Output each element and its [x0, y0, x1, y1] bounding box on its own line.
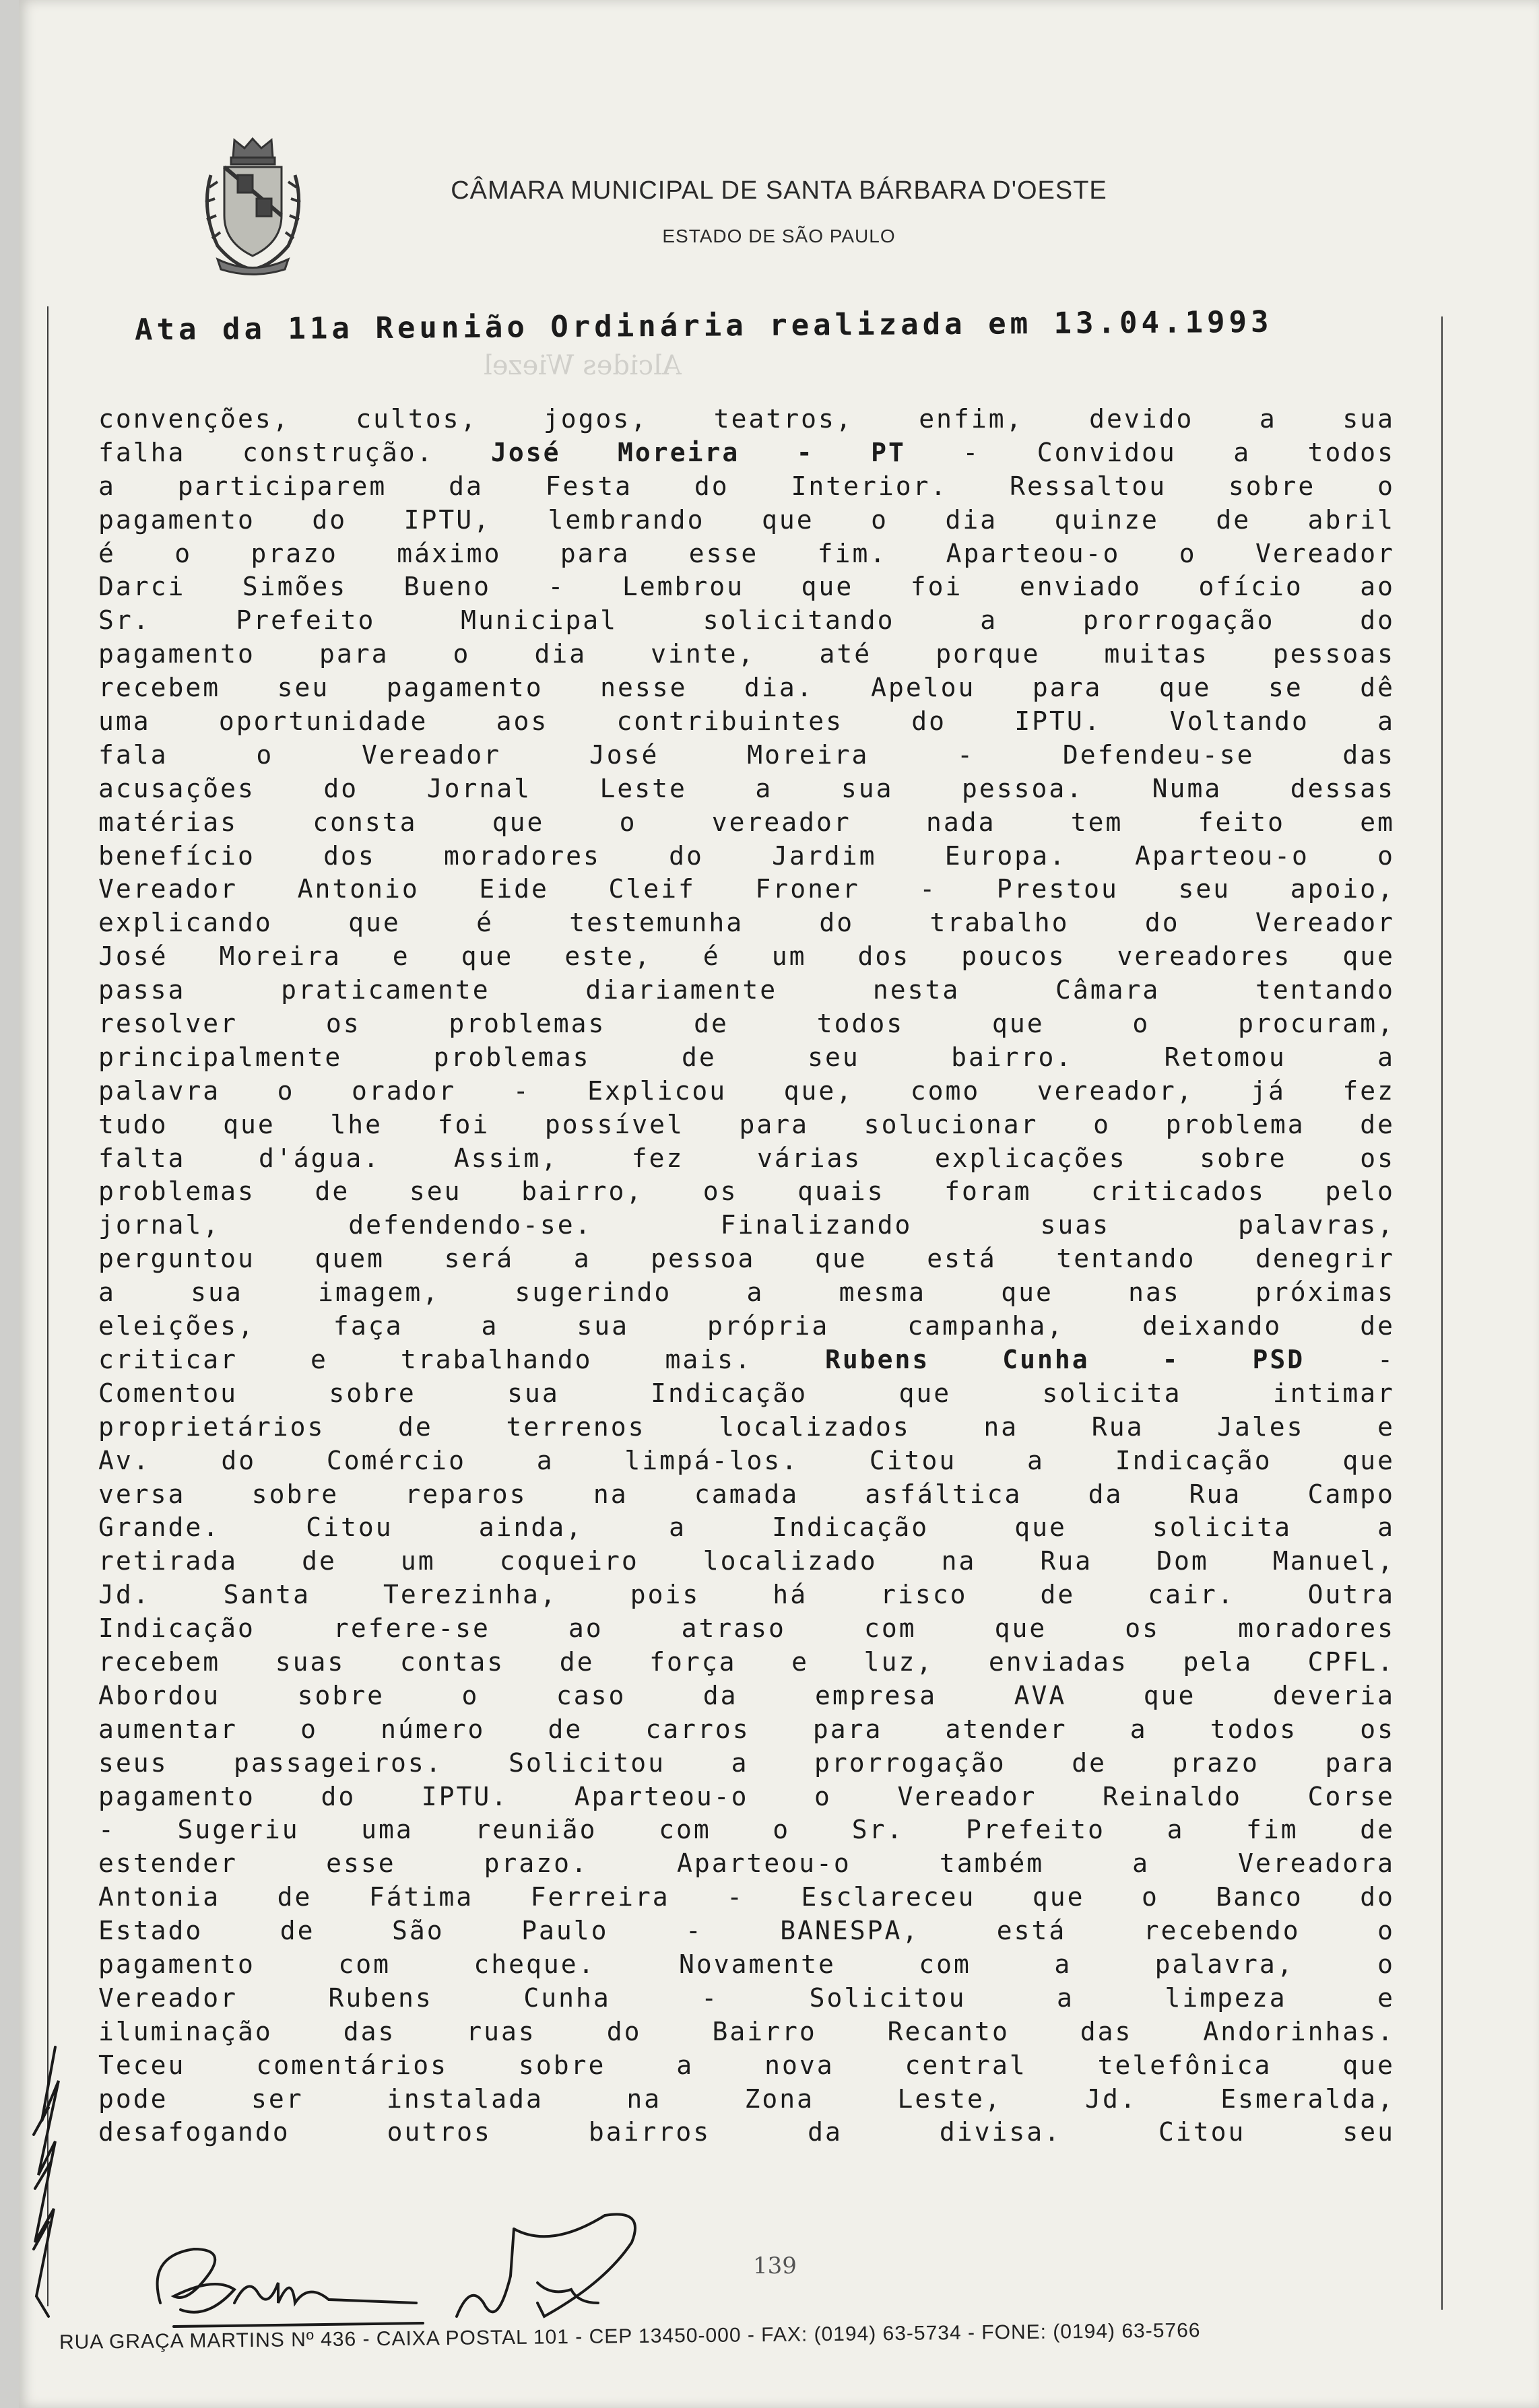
signatures-image: [133, 2202, 672, 2337]
state-name: ESTADO DE SÃO PAULO: [662, 226, 896, 246]
body-text-segment: iluminação das ruas do Bairro Recanto das Andorinhas.: [98, 2016, 1395, 2046]
body-text-segment: proprietários de terrenos localizados na Rua Jales e: [98, 1411, 1395, 1442]
body-line: [98, 1041, 1395, 1075]
body-text-segment: benefício dos moradores do Jardim Europa. Aparteou-o o: [98, 840, 1395, 871]
document-page: [19, 0, 1539, 2408]
body-text-segment: Av. do Comércio a limpá-los. Citou a Indicação que: [98, 1445, 1395, 1475]
body-line: [98, 1511, 1395, 1545]
body-line: [98, 1276, 1395, 1310]
body-line: [98, 2049, 1395, 2083]
body-text-segment: -: [1305, 1344, 1395, 1374]
body-line: [98, 2015, 1395, 2049]
body-line: [98, 671, 1395, 705]
body-text-segment: Abordou sobre o caso da empresa AVA que deveria: [98, 1680, 1395, 1710]
body-text-segment: fala o Vereador José Moreira - Defendeu-se das: [98, 739, 1395, 770]
body-text-segment: estender esse prazo. Aparteou-o também a Vereadora: [98, 1848, 1395, 1879]
body-line: [98, 1713, 1395, 1747]
body-text-segment: Grande. Citou ainda, a Indicação que solicita a: [98, 1512, 1395, 1543]
body-text-segment: jornal, defendendo-se. Finalizando suas palavras,: [98, 1210, 1395, 1240]
body-text-segment: Indicação refere-se ao atraso com que os moradores: [98, 1613, 1395, 1644]
body-text-segment: a sua imagem, sugerindo a mesma que nas próximas: [98, 1277, 1395, 1308]
body-line: [98, 806, 1395, 840]
body-line: [98, 1377, 1395, 1411]
body-line: [98, 873, 1395, 906]
body-text-segment: Darci Simões Bueno - Lembrou que foi enviado ofício ao: [98, 572, 1395, 602]
body-line: [98, 470, 1395, 504]
body-text-segment: é o prazo máximo para esse fim. Aparteou-o o Vereador: [98, 538, 1395, 568]
body-text-segment: eleições, faça a sua própria campanha, deixando de: [98, 1311, 1395, 1341]
body-text-segment: matérias consta que o vereador nada tem feito em: [98, 807, 1395, 837]
body-line: [98, 1948, 1395, 1982]
body-line: [98, 1914, 1395, 1948]
body-text-segment: desafogando outros bairros da divisa. Citou seu: [98, 2117, 1395, 2147]
body-line: [98, 1813, 1395, 1847]
body-text-segment: - Convidou a todos: [905, 437, 1395, 467]
body-text-segment: acusações do Jornal Leste a sua pessoa. Numa dessas: [98, 773, 1395, 803]
body-text-segment: tudo que lhe foi possível para solucionar o problema de: [98, 1109, 1395, 1139]
body-text-segment: pagamento do IPTU. Aparteou-o o Vereador Reinaldo Corse: [98, 1781, 1395, 1811]
body-line: [98, 1343, 1395, 1377]
minutes-body: [98, 403, 1395, 2149]
body-text-segment: seus passageiros. Solicitou a prorrogação de prazo para: [98, 1747, 1395, 1778]
body-text-segment: aumentar o número de carros para atender a todos os: [98, 1714, 1395, 1744]
body-line: [98, 705, 1395, 739]
body-text-segment: Estado de São Paulo - BANESPA, está recebendo o: [98, 1916, 1395, 1946]
body-line: [98, 974, 1395, 1007]
body-text-segment: pagamento para o dia vinte, até porque muitas pessoas: [98, 639, 1395, 669]
body-text-segment: perguntou quem será a pessoa que está tentando denegrir: [98, 1244, 1395, 1274]
body-text-segment: passa praticamente diariamente nesta Câmara tentando: [98, 975, 1395, 1005]
body-text-segment: resolver os problemas de todos que o procuram,: [98, 1009, 1395, 1039]
body-line: [98, 1411, 1395, 1444]
body-text-segment: versa sobre reparos na camada asfáltica da Rua Campo: [98, 1479, 1395, 1509]
body-text-segment: - Sugeriu uma reunião com o Sr. Prefeito a fim de: [98, 1815, 1395, 1845]
body-text-segment: a participarem da Festa do Interior. Ressaltou sobre o: [98, 471, 1395, 501]
body-text-segment: problemas de seu bairro, os quais foram criticados pelo: [98, 1176, 1395, 1207]
body-line: [98, 2116, 1395, 2149]
footer-address: RUA GRAÇA MARTINS Nº 436 - CAIXA POSTAL 101 - CEP 13450-000 - FAX: (0194) 63-5734 - FONE: (0194) 63-5766: [59, 2319, 1201, 2353]
body-text-segment: Vereador Rubens Cunha - Solicitou a limpeza e: [98, 1982, 1395, 2013]
body-text-segment: uma oportunidade aos contribuintes do IPTU. Voltando a: [98, 706, 1395, 737]
body-text-segment: explicando que é testemunha do trabalho do Vereador: [98, 908, 1395, 938]
body-line: [98, 840, 1395, 873]
body-line: [98, 1075, 1395, 1108]
body-line: [98, 940, 1395, 974]
minutes-title: Ata da 11a Reunião Ordinária realizada em 13.04.1993: [134, 304, 1273, 347]
left-margin-line: [47, 306, 48, 2306]
body-text-segment: falta d'água. Assim, fez várias explicações sobre os: [98, 1143, 1395, 1173]
body-line: [98, 1007, 1395, 1041]
body-line: [98, 1209, 1395, 1242]
body-text-segment: recebem suas contas de força e luz, enviadas pela CPFL.: [98, 1646, 1395, 1677]
body-line: [98, 1679, 1395, 1713]
body-text-segment: pode ser instalada na Zona Leste, Jd. Esmeralda,: [98, 2083, 1395, 2114]
body-text-segment: pagamento com cheque. Novamente com a palavra, o: [98, 1949, 1395, 1979]
bleed-through-text: Alcides Wiezel: [484, 350, 682, 381]
body-text-segment: retirada de um coqueiro localizado na Rua Dom Manuel,: [98, 1546, 1395, 1576]
body-line: [98, 1612, 1395, 1646]
body-line: [98, 1108, 1395, 1142]
body-line: [98, 1310, 1395, 1343]
body-line: [98, 570, 1395, 604]
body-line: [98, 638, 1395, 671]
body-line: [98, 1847, 1395, 1881]
coat-of-arms-icon: [197, 135, 308, 276]
body-text-segment: Teceu comentários sobre a nova central telefônica que: [98, 2050, 1395, 2080]
body-line: [98, 604, 1395, 638]
body-text-segment: pagamento do IPTU, lembrando que o dia quinze de abril: [98, 504, 1395, 535]
body-line: [98, 1242, 1395, 1276]
body-line: [98, 1780, 1395, 1814]
body-line: [98, 739, 1395, 772]
body-line: [98, 906, 1395, 940]
speaker-name: José Moreira - PT: [491, 437, 906, 467]
body-line: [98, 2083, 1395, 2116]
right-margin-line: [1441, 316, 1443, 2310]
body-line: [98, 1478, 1395, 1512]
body-line: [98, 772, 1395, 806]
body-line: [98, 504, 1395, 537]
margin-initials-image: [28, 2040, 69, 2323]
body-text-segment: convenções, cultos, jogos, teatros, enfim, devido a sua: [98, 404, 1395, 434]
body-line: [98, 1578, 1395, 1612]
body-line: [98, 1175, 1395, 1209]
body-line: [98, 1444, 1395, 1478]
body-text-segment: principalmente problemas de seu bairro. Retomou a: [98, 1042, 1395, 1072]
body-line: [98, 1747, 1395, 1780]
body-line: [98, 1142, 1395, 1176]
body-text-segment: Sr. Prefeito Municipal solicitando a prorrogação do: [98, 605, 1395, 636]
body-text-segment: José Moreira e que este, é um dos poucos vereadores que: [98, 941, 1395, 972]
body-line: [98, 436, 1395, 470]
body-line: [98, 1646, 1395, 1679]
body-text-segment: palavra o orador - Explicou que, como vereador, já fez: [98, 1075, 1395, 1106]
body-text-segment: Antonia de Fátima Ferreira - Esclareceu que o Banco do: [98, 1882, 1395, 1912]
body-text-segment: Jd. Santa Terezinha, pois há risco de cair. Outra: [98, 1580, 1395, 1610]
body-line: [98, 537, 1395, 571]
speaker-name: Rubens Cunha - PSD: [824, 1344, 1305, 1374]
body-text-segment: Vereador Antonio Eide Cleif Froner - Prestou seu apoio,: [98, 874, 1395, 904]
body-text-segment: Comentou sobre sua Indicação que solicita intimar: [98, 1378, 1395, 1408]
body-line: [98, 1545, 1395, 1578]
institution-name: CÂMARA MUNICIPAL DE SANTA BÁRBARA D'OESTE: [451, 176, 1107, 205]
page-number: 139: [753, 2252, 797, 2279]
body-line: [98, 1881, 1395, 1914]
body-text-segment: criticar e trabalhando mais.: [98, 1344, 825, 1374]
body-text-segment: recebem seu pagamento nesse dia. Apelou para que se dê: [98, 673, 1395, 703]
body-line: [98, 403, 1395, 436]
body-line: [98, 1982, 1395, 2015]
body-text-segment: falha construção.: [98, 437, 492, 467]
